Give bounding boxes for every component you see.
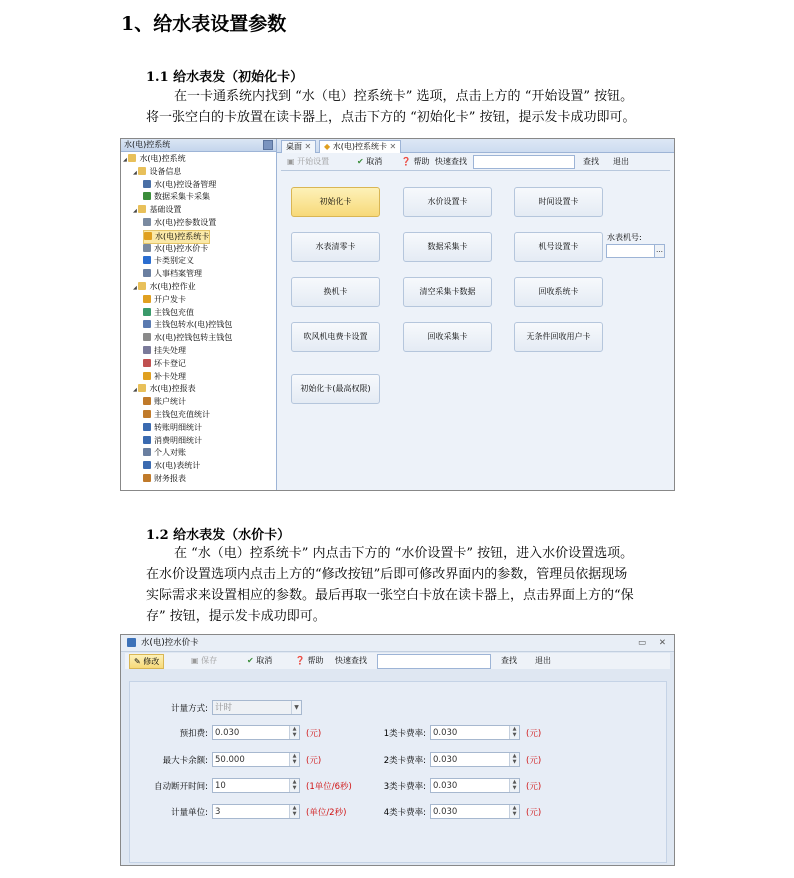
tree-item-label: 水(电)控报表 (149, 384, 196, 394)
gear-icon (143, 218, 151, 226)
cancel-label: 取消 (256, 656, 273, 665)
water-price-card-button[interactable]: 水价设置卡 (403, 187, 492, 217)
init-card-button[interactable]: 初始化卡 (291, 187, 380, 217)
section-2-line-2: 在水价设置选项内点击上方的“修改按钮”后即可修改界面内的参数，管理员依据现场 (146, 567, 628, 582)
card-icon (143, 372, 151, 380)
folder-icon (128, 154, 136, 162)
report-icon (143, 397, 151, 405)
page-heading: 1、给水表设置参数 (121, 13, 287, 35)
tree-item-label: 个人对账 (154, 448, 186, 458)
expand-icon[interactable]: ◢ (133, 285, 139, 291)
tree-item[interactable] (143, 422, 202, 434)
meter-no-label: 水表机号: (607, 233, 642, 242)
help-label: 帮助 (307, 656, 324, 665)
quick-search-label: 快速查找 (435, 157, 467, 166)
tree-item[interactable] (143, 268, 202, 280)
save-button[interactable] (191, 653, 217, 669)
tree-item-label: 挂失处理 (154, 346, 186, 355)
info-icon (143, 256, 151, 264)
spin-icon[interactable]: ▲ ▼ (289, 726, 299, 739)
chevron-down-icon[interactable]: ▼ (291, 701, 301, 714)
expand-icon[interactable]: ◢ (133, 169, 139, 176)
nav-tree-title (121, 139, 276, 152)
tab-bar (277, 139, 674, 153)
prededuct-input[interactable] (212, 725, 300, 740)
help-icon: ❓ (295, 656, 305, 665)
chart-icon (143, 436, 151, 444)
rate-2-value: 0.030 (433, 755, 458, 765)
section-1-title: 1.1 给水表发（初始化卡） (146, 70, 304, 85)
rate-2-label: 2类卡费率: (383, 756, 426, 766)
folder-icon (138, 205, 146, 213)
system-card-screenshot (120, 138, 675, 491)
swap-machine-card-button[interactable]: 换机卡 (291, 277, 380, 307)
tab-system-card[interactable] (319, 140, 401, 153)
rate-3-unit: (元) (526, 782, 542, 792)
tree-item[interactable] (143, 396, 186, 408)
gear-icon (143, 244, 151, 252)
measure-unit-value: 3 (215, 807, 221, 817)
tree-item[interactable] (143, 447, 186, 459)
card-icon (143, 295, 151, 303)
prededuct-label: 预扣费: (179, 729, 208, 739)
spin-icon[interactable]: ▲ ▼ (289, 805, 299, 818)
tree-item-label: 卡类别定义 (154, 256, 194, 266)
spin-icon[interactable]: ▲ ▼ (509, 753, 519, 766)
measure-unit-input[interactable] (212, 804, 300, 819)
wallet-icon (143, 308, 151, 316)
toolbar (125, 653, 670, 669)
spin-icon[interactable]: ▲ ▼ (509, 805, 519, 818)
edit-icon: ✎ (134, 657, 141, 666)
tree-item[interactable] (143, 294, 186, 306)
tree-item-label: 水(电)控水价卡 (154, 243, 209, 253)
prededuct-value: 0.030 (215, 728, 240, 738)
window-title: 水(电)控水价卡 (141, 638, 199, 648)
recycle-user-card-button[interactable]: 无条件回收用户卡 (514, 322, 603, 352)
form-panel (129, 681, 667, 863)
section-2-line-4: 存” 按钮，提示发卡成功即可。 (146, 609, 326, 624)
tree-item-label: 基础设置 (149, 205, 182, 215)
lock-icon (143, 346, 151, 354)
tree-item-label: 设备信息 (149, 166, 182, 176)
chart-icon (143, 461, 151, 469)
folder-icon (138, 384, 146, 392)
help-button[interactable] (295, 653, 324, 669)
tree-item[interactable] (143, 255, 194, 267)
tree-item-label: 水(电)控设备管理 (154, 179, 217, 189)
tree-item-label: 坏卡登记 (154, 358, 186, 368)
save-label: 保存 (201, 656, 218, 665)
max-balance-label: 最大卡余额: (162, 756, 208, 766)
meter-clear-card-button[interactable]: 水表清零卡 (291, 232, 380, 262)
meter-no-input[interactable] (606, 244, 656, 258)
tree-item-label: 人事档案管理 (154, 269, 202, 279)
main-area (277, 139, 674, 490)
exit-button[interactable]: 退出 (535, 656, 551, 665)
tree-item[interactable] (143, 358, 186, 370)
tab-desktop-label: 桌面 (286, 142, 302, 151)
dryer-fee-card-button[interactable]: 吹风机电费卡设置 (291, 322, 380, 352)
tree-item[interactable] (143, 191, 210, 203)
tree-item-label: 主钱包充值 (154, 307, 194, 317)
expand-icon[interactable]: ◢ (133, 208, 139, 215)
data-collect-card-button[interactable]: 数据采集卡 (403, 232, 492, 262)
tree-item[interactable] (143, 307, 194, 319)
app-icon (127, 638, 136, 647)
help-label: 帮助 (413, 157, 430, 166)
exit-button[interactable]: 退出 (613, 157, 629, 166)
tree-item[interactable] (143, 243, 208, 255)
folder-icon (138, 167, 146, 175)
auto-off-label: 自动断开时间: (154, 782, 208, 792)
clear-collect-data-button[interactable]: 清空采集卡数据 (403, 277, 492, 307)
nav-tree-panel (121, 139, 277, 490)
close-icon[interactable]: ✕ (658, 638, 666, 648)
rate-1-value: 0.030 (433, 728, 458, 738)
rate-1-input[interactable] (430, 725, 520, 740)
cancel-icon: ✔ (357, 157, 364, 166)
tree-item[interactable] (133, 383, 196, 395)
section-2-line-1: 在 “水（电）控系统卡” 内点击下方的 “水价设置卡” 按钮，进入水价设置选项。 (174, 546, 634, 561)
report-icon (143, 474, 151, 482)
rate-3-value: 0.030 (433, 781, 458, 791)
person-icon (143, 448, 151, 456)
tree-item[interactable] (143, 217, 216, 229)
divider (281, 170, 670, 171)
machine-no-card-button[interactable]: 机号设置卡 (514, 232, 603, 262)
tree-item[interactable] (133, 281, 196, 293)
rate-1-label: 1类卡费率: (383, 729, 426, 739)
edit-icon (143, 359, 151, 367)
doc-icon (143, 333, 151, 341)
folder-icon (138, 282, 146, 290)
tab-desktop[interactable] (281, 140, 316, 153)
tree-item[interactable] (143, 460, 200, 472)
card-icon (144, 232, 152, 240)
close-icon[interactable]: ✕ (389, 142, 397, 151)
help-icon: ❓ (401, 157, 411, 166)
tree-item-label: 主钱包充值统计 (154, 410, 210, 419)
close-icon[interactable]: ✕ (304, 142, 312, 151)
measure-unit-unit: (单位/2秒) (306, 808, 347, 818)
auto-off-value: 10 (215, 781, 226, 791)
section-1-line-1: 在一卡通系统内找到 “水（电）控系统卡” 选项，点击上方的 “开始设置” 按钮。 (174, 89, 634, 104)
tree-item-label: 消费明细统计 (154, 435, 202, 445)
quick-search-input[interactable] (377, 654, 491, 669)
tree-item[interactable] (143, 345, 186, 357)
auto-off-unit: (1单位/6秒) (306, 782, 352, 792)
rate-2-unit: (元) (526, 756, 542, 766)
expand-icon[interactable]: ◢ (123, 157, 129, 163)
search-button[interactable]: 查找 (583, 157, 599, 166)
auto-off-input[interactable] (212, 778, 300, 793)
spin-icon[interactable]: ▲ ▼ (509, 726, 519, 739)
max-balance-value: 50.000 (215, 755, 245, 765)
tree-item-label: 主钱包转水(电)控钱包 (154, 320, 233, 330)
device-icon (143, 180, 151, 188)
section-2-paragraph (146, 543, 676, 627)
section-1-line-2: 将一张空白的卡放置在读卡器上，点击下方的 “初始化卡” 按钮，提示发卡成功即可。 (146, 110, 636, 125)
tab-system-card-label: 水(电)控系统卡 (332, 142, 387, 151)
save-icon: ▣ (191, 656, 199, 665)
prededuct-unit: (元) (306, 729, 322, 739)
tree-item[interactable] (143, 332, 232, 344)
minimize-icon[interactable]: ▭ (637, 638, 646, 648)
tree-item[interactable] (143, 179, 216, 191)
quick-search-input[interactable] (473, 155, 575, 169)
spin-icon[interactable]: ▲ ▼ (509, 779, 519, 792)
start-setup-label: 开始设置 (297, 157, 330, 166)
section-2-line-3: 实际需求来设置相应的参数。最后再取一张空白卡放在读卡器上，点击界面上方的“保 (146, 588, 634, 603)
window-titlebar (121, 635, 674, 652)
rate-2-input[interactable] (430, 752, 520, 767)
measure-mode-label: 计量方式: (171, 704, 208, 714)
start-setup-button[interactable] (287, 154, 329, 170)
quick-search-label: 快速查找 (335, 656, 367, 665)
rate-4-value: 0.030 (433, 807, 458, 817)
tree-item-label: 财务报表 (154, 474, 186, 483)
tree-item[interactable] (133, 204, 181, 216)
rate-3-label: 3类卡费率: (383, 782, 426, 792)
expand-icon[interactable]: ◢ (133, 387, 139, 394)
edit-label: 修改 (143, 657, 160, 666)
recycle-collect-card-button[interactable]: 回收采集卡 (403, 322, 492, 352)
cancel-icon: ✔ (247, 656, 254, 665)
rate-3-input[interactable] (430, 778, 520, 793)
rate-1-unit: (元) (526, 729, 542, 739)
tree-item-label: 数据采集卡采集 (154, 192, 210, 202)
section-2-title: 1.2 给水表发（水价卡） (146, 528, 291, 543)
init-card-admin-button[interactable]: 初始化卡(最高权限) (291, 374, 380, 404)
tree-item[interactable] (123, 153, 186, 165)
tree-item-label: 水(电)控系统 (139, 154, 186, 163)
tree-item-label: 补卡处理 (154, 371, 186, 381)
edit-button[interactable] (129, 654, 164, 669)
card-icon: ◆ (324, 142, 331, 151)
tree-item-label: 水(电)控参数设置 (154, 218, 217, 227)
measure-mode-select[interactable] (212, 700, 302, 715)
cancel-label: 取消 (366, 157, 383, 166)
chart-icon (143, 423, 151, 431)
measure-mode-value: 计时 (215, 703, 233, 713)
spin-icon[interactable]: ▲ ▼ (289, 753, 299, 766)
water-price-card-screenshot (120, 634, 675, 866)
tree-item[interactable] (143, 319, 232, 331)
section-1-paragraph (146, 86, 676, 128)
tree-item[interactable] (143, 435, 202, 447)
toolbar (281, 154, 671, 170)
tree-item[interactable] (143, 473, 186, 485)
pin-icon[interactable] (263, 140, 273, 150)
tree-item-label: 转账明细统计 (154, 422, 202, 432)
tree-item-label: 水(电)控作业 (149, 282, 196, 291)
cancel-button[interactable] (357, 154, 382, 170)
check-icon (143, 192, 151, 200)
max-balance-unit: (元) (306, 756, 322, 766)
time-card-button[interactable]: 时间设置卡 (514, 187, 603, 217)
spin-icon[interactable]: ▲ ▼ (289, 779, 299, 792)
tree-item-label: 水(电)控系统卡 (155, 231, 210, 241)
search-button[interactable]: 查找 (501, 656, 517, 665)
transfer-icon (143, 320, 151, 328)
nav-tree-title-label: 水(电)控系统 (124, 140, 171, 149)
tree-item-label: 水(电)表统计 (154, 461, 201, 471)
rate-4-label: 4类卡费率: (383, 808, 426, 818)
tree-item-label: 水(电)控钱包转主钱包 (154, 333, 233, 343)
rate-4-input[interactable] (430, 804, 520, 819)
tree-item-label: 开户发卡 (154, 294, 186, 304)
tree-item-label: 账户统计 (154, 397, 186, 407)
start-icon: ▣ (287, 157, 295, 166)
max-balance-input[interactable] (212, 752, 300, 767)
help-button[interactable] (401, 154, 430, 170)
rate-4-unit: (元) (526, 808, 542, 818)
tree-item[interactable] (143, 371, 186, 383)
person-icon (143, 269, 151, 277)
measure-unit-label: 计量单位: (171, 808, 208, 818)
report-icon (143, 410, 151, 418)
ellipsis-button[interactable]: … (654, 244, 665, 258)
tree-item[interactable] (133, 166, 181, 178)
cancel-button[interactable] (247, 653, 272, 669)
tree-item[interactable] (143, 409, 210, 421)
recycle-system-card-button[interactable]: 回收系统卡 (514, 277, 603, 307)
